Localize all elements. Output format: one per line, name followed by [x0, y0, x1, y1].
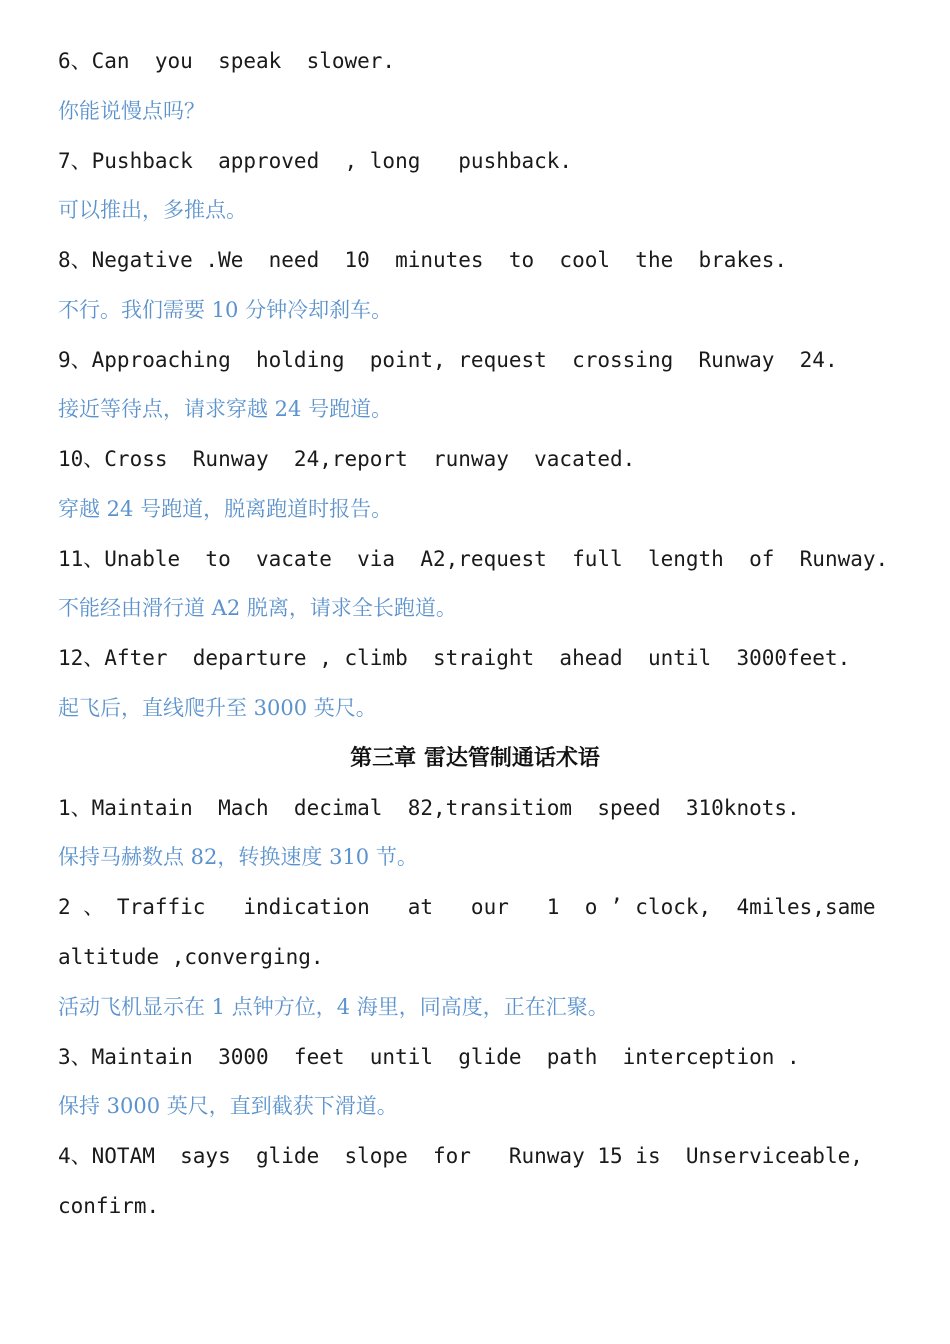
radar-sentence-1-en: 1、Maintain Mach decimal 82,transitiom speed 310knots. [58, 796, 800, 820]
radar-sentence-2-en-cont: altitude ,converging. [58, 945, 324, 969]
radar-sentence-2-zh: 活动飞机显示在 1 点钟方位，4 海里，同高度，正在汇聚。 [58, 995, 609, 1019]
sentence-8-zh: 不行。我们需要 10 分钟冷却刹车。 [58, 298, 393, 322]
radar-sentence-2-en: 2 、 Traffic indication at our 1 o ’ clock, 4miles,same [58, 895, 876, 919]
sentence-10-en: 10、Cross Runway 24,report runway vacated. [58, 447, 636, 471]
radar-sentence-3-zh: 保持 3000 英尺，直到截获下滑道。 [58, 1094, 398, 1118]
sentence-7-en: 7、Pushback approved , long pushback. [58, 149, 573, 173]
sentence-6-en: 6、Can you speak slower. [58, 49, 396, 73]
chapter-heading: 第三章 雷达管制通话术语 [350, 745, 600, 771]
sentence-11-zh: 不能经由滑行道 A2 脱离，请求全长跑道。 [58, 596, 457, 620]
sentence-10-zh: 穿越 24 号跑道，脱离跑道时报告。 [58, 497, 393, 521]
sentence-12-zh: 起飞后，直线爬升至 3000 英尺。 [58, 696, 377, 720]
sentence-12-en: 12、After departure , climb straight ahead until 3000feet. [58, 646, 851, 670]
radar-sentence-4-en-cont: confirm. [58, 1194, 160, 1218]
radar-sentence-3-en: 3、Maintain 3000 feet until glide path interception . [58, 1045, 800, 1069]
sentence-9-en: 9、Approaching holding point, request crossing Runway 24. [58, 348, 838, 372]
sentence-9-zh: 接近等待点，请求穿越 24 号跑道。 [58, 397, 393, 421]
radar-sentence-1-zh: 保持马赫数点 82，转换速度 310 节。 [58, 845, 418, 869]
sentence-7-zh: 可以推出，多推点。 [58, 198, 247, 222]
sentence-6-zh: 你能说慢点吗？ [58, 99, 205, 123]
sentence-11-en: 11、Unable to vacate via A2,request full length of Runway. [58, 547, 889, 571]
radar-sentence-4-en: 4、NOTAM says glide slope for Runway 15 is Unserviceable, [58, 1144, 863, 1168]
sentence-8-en: 8、Negative .We need 10 minutes to cool the brakes. [58, 248, 788, 272]
